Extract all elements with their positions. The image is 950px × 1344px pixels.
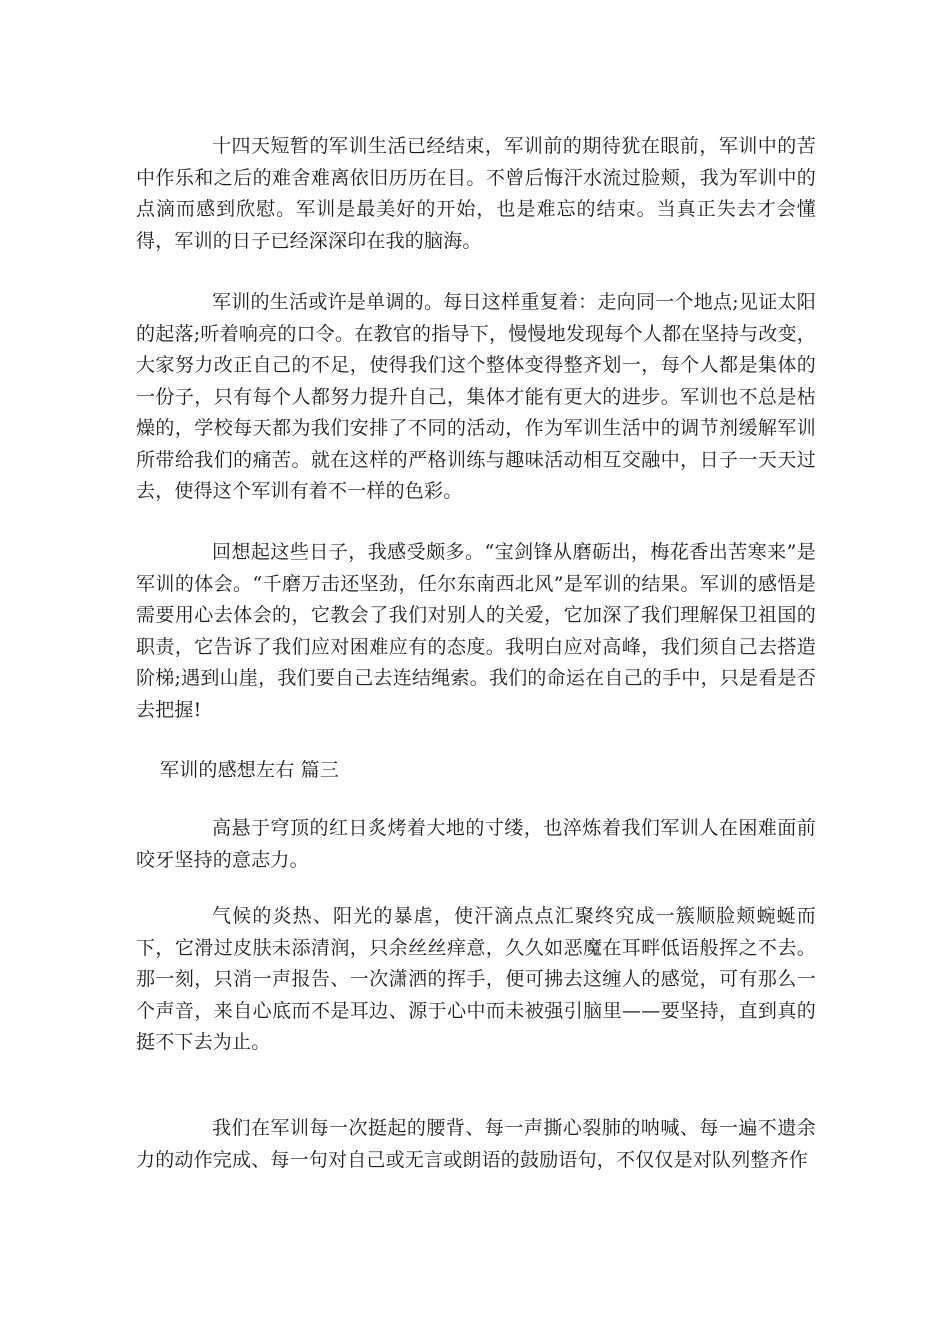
paragraph-3: 回想起这些日子，我感受颇多。“宝剑锋从磨砺出，梅花香出苦寒来”是军训的体会。“千磨万击还坚劲，任尔东南西北风”是军训的结果。军训的感悟是需要用心去体会的，它教会了我们对别人的关爱，它加深了我们理解保卫祖国的职责，它告诉了我们应对困难应有的态度。我明白应对高峰，我们须自己去搭造阶梯;遇到山崖，我们要自己去连结绳索。我们的命运在自己的手中，只是看是否去把握! [136, 541, 816, 721]
paragraph-2: 军训的生活或许是单调的。每日这样重复着：走向同一个地点;见证太阳的起落;听着响亮的口令。在教官的指导下，慢慢地发现每个人都在坚持与改变，大家努力改正自己的不足，使得我们这个整体变得整齐划一，每个人都是集体的一份子，只有每个人都努力提升自己，集体才能有更大的进步。军训也不总是枯燥的，学校每天都为我们安排了不同的活动，作为军训生活中的调节剂缓解军训所带给我们的痛苦。就在这样的严格训练与趣味活动相互交融中，日子一天天过去，使得这个军训有着不一样的色彩。 [136, 291, 816, 502]
section-paragraph-2: 气候的炎热、阳光的暴虐，使汗滴点点汇聚终究成一簇顺脸颊蜿蜒而下，它滑过皮肤未添清润，只余丝丝痒意，久久如恶魔在耳畔低语般挥之不去。那一刻，只消一声报告、一次潇洒的挥手，便可拂去这缠人的感觉，可有那么一个声音，来自心底而不是耳边、源于心中而未被强引脑里——要坚持，直到真的挺不下去为止。 [136, 905, 816, 1053]
section-heading: 军训的感想左右 篇三 [160, 759, 340, 781]
section-paragraph-3: 我们在军训每一次挺起的腰背、每一声撕心裂肺的呐喊、每一遍不遗余力的动作完成、每一句对自己或无言或朗语的鼓励语句，不仅仅是对队列整齐作 [136, 1117, 816, 1171]
paragraph-1: 十四天短暂的军训生活已经结束，军训前的期待犹在眼前，军训中的苦中作乐和之后的难舍难离依旧历历在目。不曾后悔汗水流过脸颊，我为军训中的点滴而感到欣慰。军训是最美好的开始，也是难忘的结束。当真正失去才会懂得，军训的日子已经深深印在我的脑海。 [136, 135, 816, 252]
section-paragraph-1: 高悬于穹顶的红日炙烤着大地的寸缕，也淬炼着我们军训人在困难面前咬牙坚持的意志力。 [136, 817, 816, 871]
